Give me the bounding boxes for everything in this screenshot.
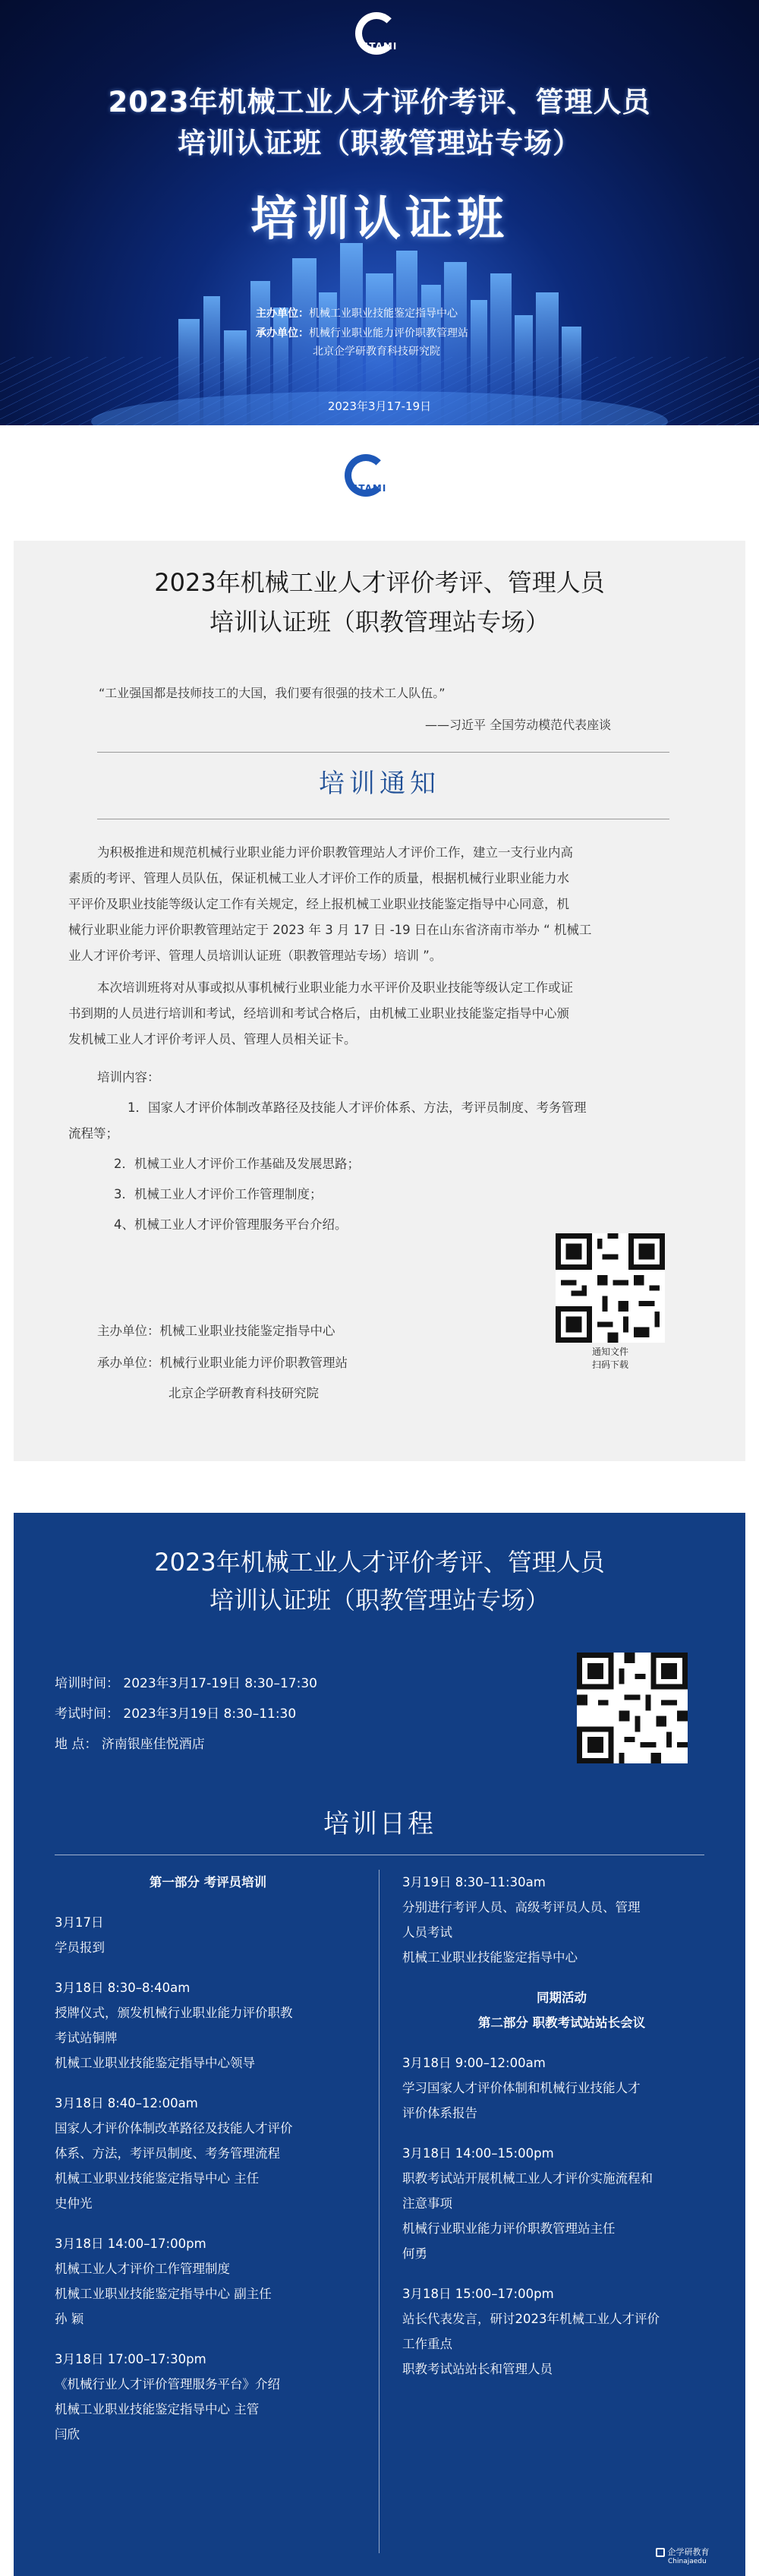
stami-logo-mid: STAMI (339, 451, 399, 512)
schedule-right-column (402, 1870, 721, 2382)
schedule-item: 3月18日 9:00–12:00am 学习国家人才评价体制和机械行业技能人才 评价体系报告 (402, 2056, 641, 2120)
schedule-item: 3月18日 15:00–17:00pm 站长代表发言，研讨2023年机械工业人才评价 工作重点 职教考试站站长和管理人员 (402, 2287, 660, 2376)
location: 地 点： 济南银座佳悦酒店 (55, 1737, 205, 1752)
banner-date: 2023年3月17-19日 (327, 399, 432, 413)
list-item: 流程等； (68, 1126, 118, 1141)
quote-text: “工业强国都是技师技工的大国，我们要有很强的技术工人队伍。” (99, 686, 446, 700)
banner-undertaker: 承办单位：机械行业职业能力评价职教管理站 (256, 327, 468, 339)
list-item: 1．国家人才评价体制改革路径及技能人才评价体系、方法，考评员制度、考务管理 (128, 1100, 587, 1115)
schedule-item: 3月18日 17:00–17:30pm 《机械行业人才评价管理服务平台》介绍 机械工业职业技能鉴定指导中心 主管 闫欣 (55, 2352, 280, 2442)
train-time: 培训时间： 2023年3月17-19日 8:30–17:30 (55, 1676, 317, 1691)
schedule-left-column (55, 1870, 361, 2447)
qr-caption: 通知文件 扫码下载 (591, 1346, 628, 1370)
qr-code-notice[interactable] (556, 1233, 665, 1343)
notice-title-line1: 2023年机械工业人才评价考评、管理人员 (154, 568, 605, 597)
schedule-item: 3月18日 8:40–12:00am 国家人才评价体制改革路径及技能人才评价 体系、方法，考评员制度、考务管理流程 机械工业职业技能鉴定指导中心 主任 史仲光 (55, 2096, 293, 2211)
part2-heading: 第二部分 职教考试站站长会议 (477, 2016, 646, 2030)
schedule-item: 3月18日 8:30–8:40am 授牌仪式，颁发机械行业职业能力评价职教 考试站铜牌 机械工业职业技能鉴定指导中心领导 (55, 1981, 293, 2070)
schedule-item: 3月17日 学员报到 (55, 1915, 105, 1955)
qr-code-schedule[interactable] (577, 1653, 688, 1763)
banner-big-title: 培训认证班 (250, 191, 509, 246)
list-item: 4、机械工业人才评价管理服务平台介绍。 (114, 1217, 348, 1232)
part1-heading: 第一部分 考评员培训 (149, 1875, 267, 1889)
notice-paragraph-1: 为积极推进和规范机械行业职业能力评价职教管理站人才评价工作，建立一支行业内高 素质的考评、管理人员队伍，保证机械工业人才评价工作的质量，根据机械行业职业能力水 平评价及职业技能等级认定工作有关规定，经上报机械工业职业技能鉴定指导中心同意，机 械行业职业能力评价职教管理站定于 2023 年 3 月 17 日 -19 日在山东省济南市举办 “ 机械工 业人才评价考评、管理人员培训认证班（职教管理站专场）培训 ”。 (68, 845, 592, 963)
header-banner (0, 0, 759, 425)
banner-title-line2: 培训认证班（职教管理站专场） (178, 127, 581, 159)
notice-undertaker: 承办单位：机械行业职业能力评价职教管理站 (97, 1356, 348, 1370)
notice-card (14, 541, 745, 1461)
content-label: 培训内容： (97, 1070, 160, 1084)
notice-heading: 培训通知 (319, 769, 440, 799)
concurrent-activity-heading: 同期活动 (537, 1990, 587, 2005)
stami-logo: STAMI (349, 9, 410, 70)
schedule-title-line1: 2023年机械工业人才评价考评、管理人员 (154, 1548, 605, 1577)
quote-source: ——习近平 全国劳动模范代表座谈 (425, 718, 612, 732)
notice-title-line2: 培训认证班（职教管理站专场） (209, 608, 550, 636)
column-divider (379, 1870, 380, 2553)
divider-top (97, 752, 669, 753)
exam-time: 考试时间： 2023年3月19日 8:30–11:30 (55, 1706, 297, 1722)
notice-organizer: 主办单位：机械工业职业技能鉴定指导中心 (97, 1324, 335, 1338)
schedule-item: 3月18日 14:00–15:00pm 职教考试站开展机械工业人才评价实施流程和 注意事项 机械行业职业能力评价职教管理站主任 何勇 (402, 2146, 653, 2261)
schedule-item: 3月19日 8:30–11:30am 分别进行考评人员、高级考评员人员、管理 人员考试 机械工业职业技能鉴定指导中心 (402, 1875, 641, 1965)
banner-organizer: 主办单位：机械工业职业技能鉴定指导中心 (256, 308, 458, 320)
list-item: 3．机械工业人才评价工作管理制度； (114, 1187, 323, 1201)
watermark-logo-icon (656, 2548, 665, 2557)
banner-undertaker2: 北京企学研教育科技研究院 (313, 346, 440, 358)
schedule-item: 3月18日 14:00–17:00pm 机械工业人才评价工作管理制度 机械工业职业技能鉴定指导中心 副主任 孙 颖 (55, 2237, 272, 2326)
watermark: 企学研教育 Chinajaedu (656, 2546, 710, 2565)
list-item: 2．机械工业人才评价工作基础及发展思路； (114, 1157, 360, 1171)
schedule-title-line2: 培训认证班（职教管理站专场） (209, 1586, 550, 1615)
banner-title-line1: 2023年机械工业人才评价考评、管理人员 (108, 86, 651, 118)
notice-paragraph-2: 本次培训班将对从事或拟从事机械行业职业能力水平评价及职业技能等级认定工作或证 书到期的人员进行培训和考试，经培训和考试合格后，由机械工业职业技能鉴定指导中心颁 发机械工业人才评价考评人员、管理人员相关证卡。 (68, 980, 573, 1046)
schedule-section (14, 1513, 745, 2576)
content-list (68, 1095, 706, 1238)
notice-undertaker2: 北京企学研教育科技研究院 (168, 1386, 319, 1400)
schedule-heading: 培训日程 (323, 1809, 436, 1839)
